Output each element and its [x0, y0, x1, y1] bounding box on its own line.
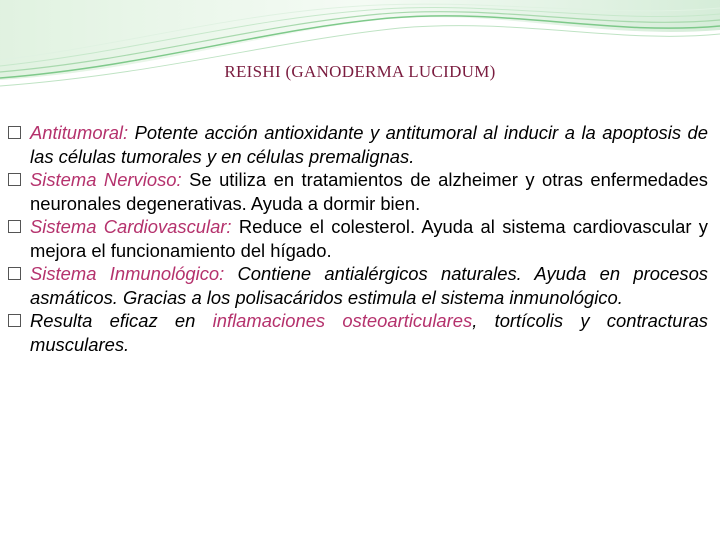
- item-label: Sistema Inmunológico:: [30, 263, 225, 284]
- bullet-list: [8, 121, 708, 356]
- item-text: Potente acción antioxidante y antitumoral al inducir a la apoptosis de las células tumorales y en células premalignas.: [30, 122, 708, 167]
- item-label: Antitumoral:: [30, 122, 129, 143]
- item-text: Contiene antialérgicos naturales. Ayuda en procesos asmáticos. Gracias a los polisacáridos estimula el sistema inmunológico.: [30, 263, 708, 308]
- wave-decoration: [0, 0, 720, 110]
- item-text-before: Resulta eficaz en: [30, 310, 213, 331]
- checkbox-bullet-icon: [8, 267, 21, 280]
- checkbox-bullet-icon: [8, 173, 21, 186]
- checkbox-bullet-icon: [8, 314, 21, 327]
- item-text: Se utiliza en tratamientos de alzheimer y otras enfermedades neuronales degenerativas. Ayuda a dormir bien.: [30, 169, 709, 214]
- list-item-sistema-inmunologico: [8, 262, 708, 309]
- item-label: Sistema Nervioso:: [30, 169, 182, 190]
- item-text: Reduce el colesterol. Ayuda al sistema cardiovascular y mejora el funcionamiento del hígado.: [30, 216, 709, 261]
- checkbox-bullet-icon: [8, 220, 21, 233]
- checkbox-bullet-icon: [8, 126, 21, 139]
- list-item-resulta-eficaz: [8, 309, 708, 356]
- slide-title: REISHI (GANODERMA LUCIDUM): [224, 62, 496, 81]
- item-text-after: , tortícolis y contracturas musculares.: [30, 310, 708, 355]
- item-label: Sistema Cardiovascular:: [30, 216, 232, 237]
- list-item-antitumoral: [8, 121, 708, 168]
- item-highlight: inflamaciones osteoarticulares: [212, 310, 473, 331]
- list-item-sistema-cardiovascular: [8, 215, 708, 262]
- list-item-sistema-nervioso: [8, 168, 708, 215]
